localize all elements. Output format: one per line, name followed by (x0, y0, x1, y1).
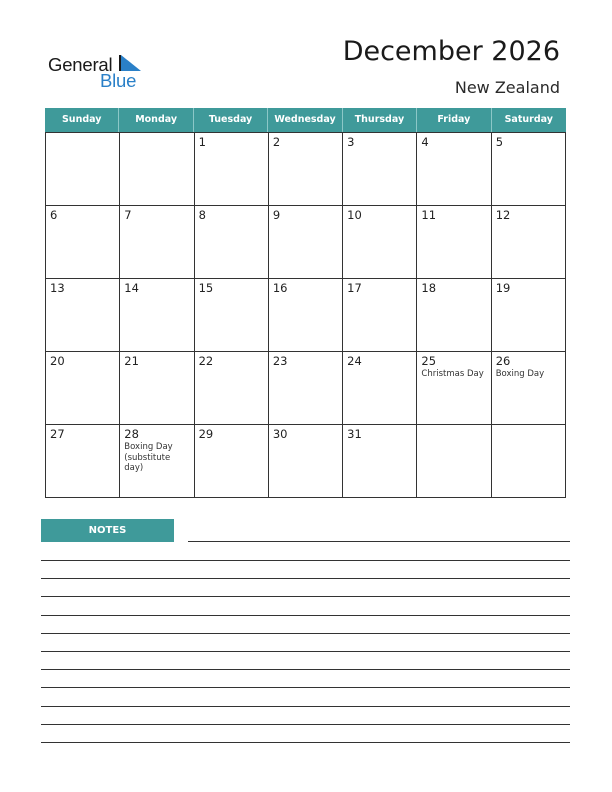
notes-line (41, 687, 570, 688)
notes-line (41, 706, 570, 707)
day-number: 3 (347, 135, 355, 149)
day-cell (269, 206, 343, 279)
day-cell (195, 279, 269, 352)
day-number: 30 (272, 427, 288, 441)
holiday-label: Christmas Day (421, 369, 484, 379)
day-cell (492, 279, 566, 352)
day-number: 27 (50, 427, 65, 441)
day-cell (492, 206, 566, 279)
weekday-tuesday: Tuesday (194, 108, 268, 132)
calendar-grid (45, 132, 566, 498)
day-cell (343, 352, 417, 425)
notes-line (41, 669, 570, 670)
day-cell (417, 352, 491, 425)
notes-line (41, 742, 570, 743)
empty-day-cell (417, 425, 491, 498)
day-number: 20 (50, 354, 65, 368)
day-cell (195, 133, 269, 206)
day-number: 15 (198, 281, 214, 295)
notes-line (41, 615, 570, 616)
day-cell (492, 133, 566, 206)
day-number: 13 (50, 281, 65, 295)
day-number: 22 (198, 354, 214, 368)
day-number: 1 (198, 135, 206, 149)
notes-line (41, 596, 570, 597)
day-number: 16 (272, 281, 288, 295)
day-number: 5 (495, 135, 504, 149)
day-cell (343, 425, 417, 498)
holiday-label: Boxing Day (495, 369, 545, 379)
day-cell (492, 352, 566, 425)
day-number: 31 (347, 427, 362, 441)
logo-word-general: General (48, 54, 113, 75)
day-cell (46, 352, 120, 425)
day-number: 23 (272, 354, 288, 368)
day-number: 26 (495, 354, 511, 368)
day-cell (417, 279, 491, 352)
notes-line (41, 633, 570, 634)
day-number: 19 (495, 281, 511, 295)
day-number: 8 (198, 208, 206, 222)
day-cell (195, 352, 269, 425)
day-cell (269, 133, 343, 206)
page-title: December 2026 (342, 36, 560, 67)
day-cell (343, 206, 417, 279)
day-number: 7 (124, 208, 132, 222)
day-cell (120, 206, 194, 279)
logo-flag-icon (119, 55, 141, 71)
day-number: 24 (347, 354, 362, 368)
day-number: 29 (198, 427, 214, 441)
day-cell (46, 425, 120, 498)
logo (48, 52, 148, 92)
empty-day-cell (46, 133, 120, 206)
notes-line (41, 578, 570, 579)
day-number: 10 (347, 208, 362, 222)
weekday-wednesday: Wednesday (268, 108, 342, 132)
day-number: 28 (124, 427, 139, 441)
day-number: 25 (421, 354, 437, 368)
day-number: 2 (272, 135, 281, 149)
day-cell (46, 279, 120, 352)
notes-line (41, 560, 570, 561)
day-cell (120, 425, 194, 498)
empty-day-cell (492, 425, 566, 498)
day-number: 18 (421, 281, 437, 295)
notes-line (41, 724, 570, 725)
weekday-saturday: Saturday (504, 114, 553, 125)
empty-day-cell (120, 133, 194, 206)
day-number: 4 (421, 135, 429, 149)
day-cell (46, 206, 120, 279)
country-name: New Zealand (454, 78, 560, 97)
day-number: 9 (272, 208, 281, 222)
day-cell (417, 206, 491, 279)
weekday-header-row (45, 108, 566, 132)
day-cell (195, 206, 269, 279)
day-number: 17 (347, 281, 362, 295)
day-number: 21 (124, 354, 139, 368)
day-cell (120, 279, 194, 352)
notes-line (188, 541, 570, 542)
weekday-thursday: Thursday (343, 108, 417, 132)
calendar (45, 108, 566, 498)
weekday-monday: Monday (119, 108, 193, 132)
day-cell (269, 352, 343, 425)
day-number: 14 (124, 281, 139, 295)
notes-line (41, 651, 570, 652)
weekday-friday: Friday (417, 108, 491, 132)
weekday-sunday: Sunday (45, 108, 119, 132)
day-number: 6 (50, 208, 58, 222)
day-cell (343, 279, 417, 352)
day-number: 12 (495, 208, 511, 222)
notes-label: NOTES (41, 519, 174, 542)
day-cell (269, 279, 343, 352)
day-cell (195, 425, 269, 498)
day-number: 11 (421, 208, 437, 222)
logo-word-blue: Blue (100, 70, 137, 91)
day-cell (343, 133, 417, 206)
day-cell (417, 133, 491, 206)
holiday-label: Boxing Day (substitute day) (124, 442, 173, 473)
day-cell (269, 425, 343, 498)
day-cell (120, 352, 194, 425)
